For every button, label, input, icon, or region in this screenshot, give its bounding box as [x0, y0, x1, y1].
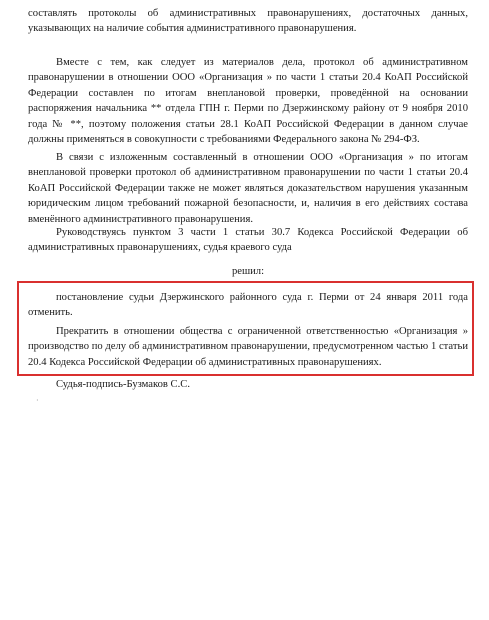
paragraph-ruling-terminate: Прекратить в отношении общества с ограниченной ответственностью «Организация » производство по делу об административном правонарушении, предусмотренном частью 1 статьи 20.4 Кодекса Российской Федерации об административных правонарушениях.	[28, 326, 468, 368]
paragraph-conclusion: В связи с изложенным составленный в отношении ООО «Организация » по итогам внеплановой проверки протокол об административном правонарушении по части 1 статьи 20.4 КоАП Российской Федерации также не может являться доказательством нарушения указанным юридическим лицом требований пожарной безопасности, и, наличия в его действиях состава вменённого административного правонарушения.	[28, 152, 468, 225]
decorative-dot: ·	[36, 396, 39, 405]
paragraph-legal-basis: Руководствуясь пунктом 3 части 1 статьи 30.7 Кодекса Российской Федерации об административных правонарушениях, судья краевого суда	[28, 227, 468, 254]
decision-heading: решил:	[231, 266, 265, 277]
paragraph-protocol-composition: Вместе с тем, как следует из материалов дела, протокол об административном правонарушении в отношении ООО «Организация » по части 1 статьи 20.4 КоАП Российской Федерации составлен по итогам внеплановой проверки, проведённой на основании распоряжения начальника ** отдела ГПН г. Перми по Дзержинскому району от 9 ноября 2010 года № **, поэтому положения статьи 28.1 КоАП Российской Федерации в данном случае должны применяться в совокупности с требованиями Федерального закона № 294-ФЗ.	[28, 57, 468, 146]
paragraph-continuation: составлять протоколы об административных правонарушениях, достаточных данных, указывающих на наличие события административного правонарушения.	[28, 8, 468, 35]
signature-line: Судья-подпись-Бузмаков С.С.	[56, 379, 190, 390]
paragraph-ruling-cancel: постановление судьи Дзержинского районного суда г. Перми от 24 января 2011 года отменить.	[28, 292, 468, 319]
